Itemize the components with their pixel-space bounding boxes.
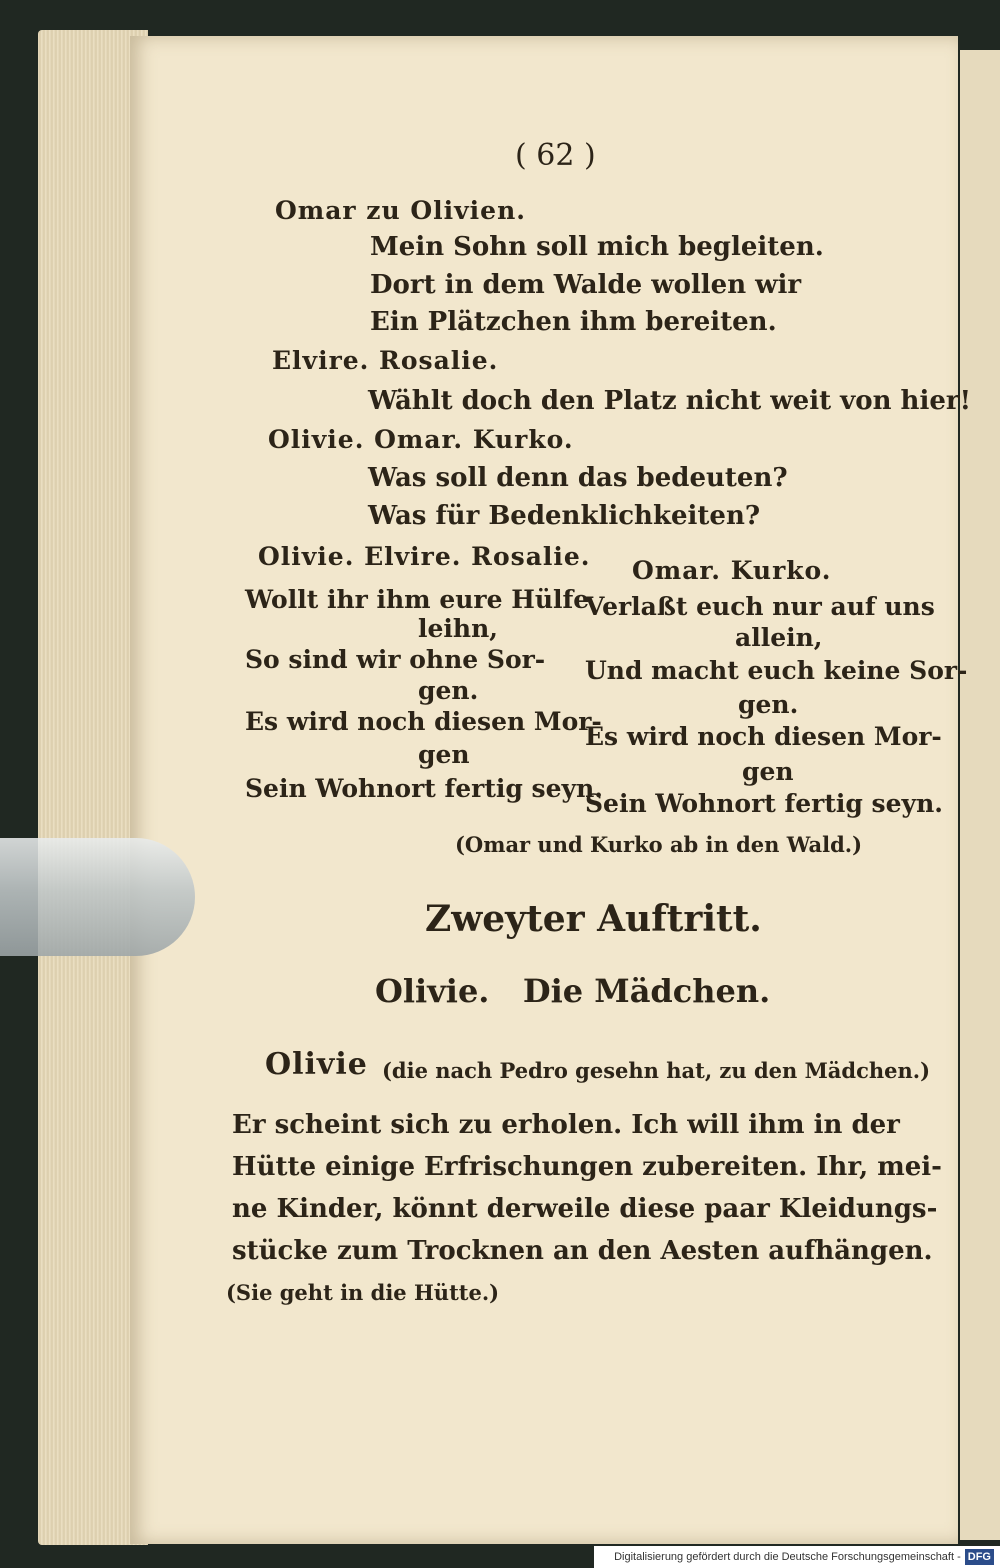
duet-right-line: Verlaßt euch nur auf uns	[585, 592, 935, 621]
stage-direction: (Sie geht in die Hütte.)	[226, 1280, 500, 1305]
prose-line: Hütte einige Erfrischungen zubereiten. Ihr, mei-	[232, 1152, 942, 1182]
duet-right-line: gen	[742, 757, 794, 786]
duet-right-line: gen.	[738, 690, 799, 719]
duet-right-line: Sein Wohnort fertig seyn.	[585, 789, 943, 818]
duet-right-line: Und macht euch keine Sor-	[585, 656, 968, 685]
prose-line: Er scheint sich zu erholen. Ich will ihm in der	[232, 1110, 900, 1140]
duet-left-speakers: Olivie. Elvire. Rosalie.	[258, 542, 591, 571]
duet-left-line: Es wird noch diesen Mor-	[245, 707, 602, 736]
facing-page-edge	[960, 50, 1000, 1540]
page-number: ( 62 )	[515, 138, 596, 173]
footer-text: Digitalisierung gefördert durch die Deutsche Forschungsgemeinschaft -	[614, 1551, 961, 1563]
page-clip	[0, 838, 195, 956]
duet-left-line: gen.	[418, 676, 479, 705]
verse-line: Dort in dem Walde wollen wir	[370, 270, 802, 300]
duet-left-line: Wollt ihr ihm eure Hülfe	[245, 585, 590, 614]
scene-heading: Zweyter Auftritt.	[425, 898, 762, 940]
duet-left-line: So sind wir ohne Sor-	[245, 645, 546, 674]
speaker-olivie-omar-kurko: Olivie. Omar. Kurko.	[268, 425, 574, 454]
verse-line: Wählt doch den Platz nicht weit von hier!	[368, 386, 971, 416]
stage-direction: (die nach Pedro gesehn hat, zu den Mädchen.)	[382, 1058, 931, 1083]
duet-left-line: leihn,	[418, 614, 498, 643]
speaker-omar: Omar zu Olivien.	[275, 196, 526, 225]
footer-credit	[594, 1546, 1000, 1568]
stage-direction: (Omar und Kurko ab in den Wald.)	[455, 832, 863, 857]
verse-line: Mein Sohn soll mich begleiten.	[370, 232, 824, 262]
duet-right-speakers: Omar. Kurko.	[632, 556, 832, 585]
duet-left-line: Sein Wohnort fertig seyn.	[245, 774, 603, 803]
dfg-logo: DFG	[965, 1549, 994, 1565]
speaker-elvire-rosalie: Elvire. Rosalie.	[272, 346, 499, 375]
duet-right-line: allein,	[735, 623, 823, 652]
prose-line: stücke zum Trocknen an den Aesten aufhängen.	[232, 1236, 933, 1266]
duet-right-line: Es wird noch diesen Mor-	[585, 722, 942, 751]
scene-persons: Olivie. Die Mädchen.	[375, 972, 771, 1010]
verse-line: Was für Bedenklichkeiten?	[368, 501, 761, 531]
speaker-olivie: Olivie	[265, 1047, 368, 1082]
verse-line: Was soll denn das bedeuten?	[368, 463, 788, 493]
duet-left-line: gen	[418, 740, 470, 769]
prose-line: ne Kinder, könnt derweile diese paar Kleidungs-	[232, 1194, 938, 1224]
verse-line: Ein Plätzchen ihm bereiten.	[370, 307, 777, 337]
